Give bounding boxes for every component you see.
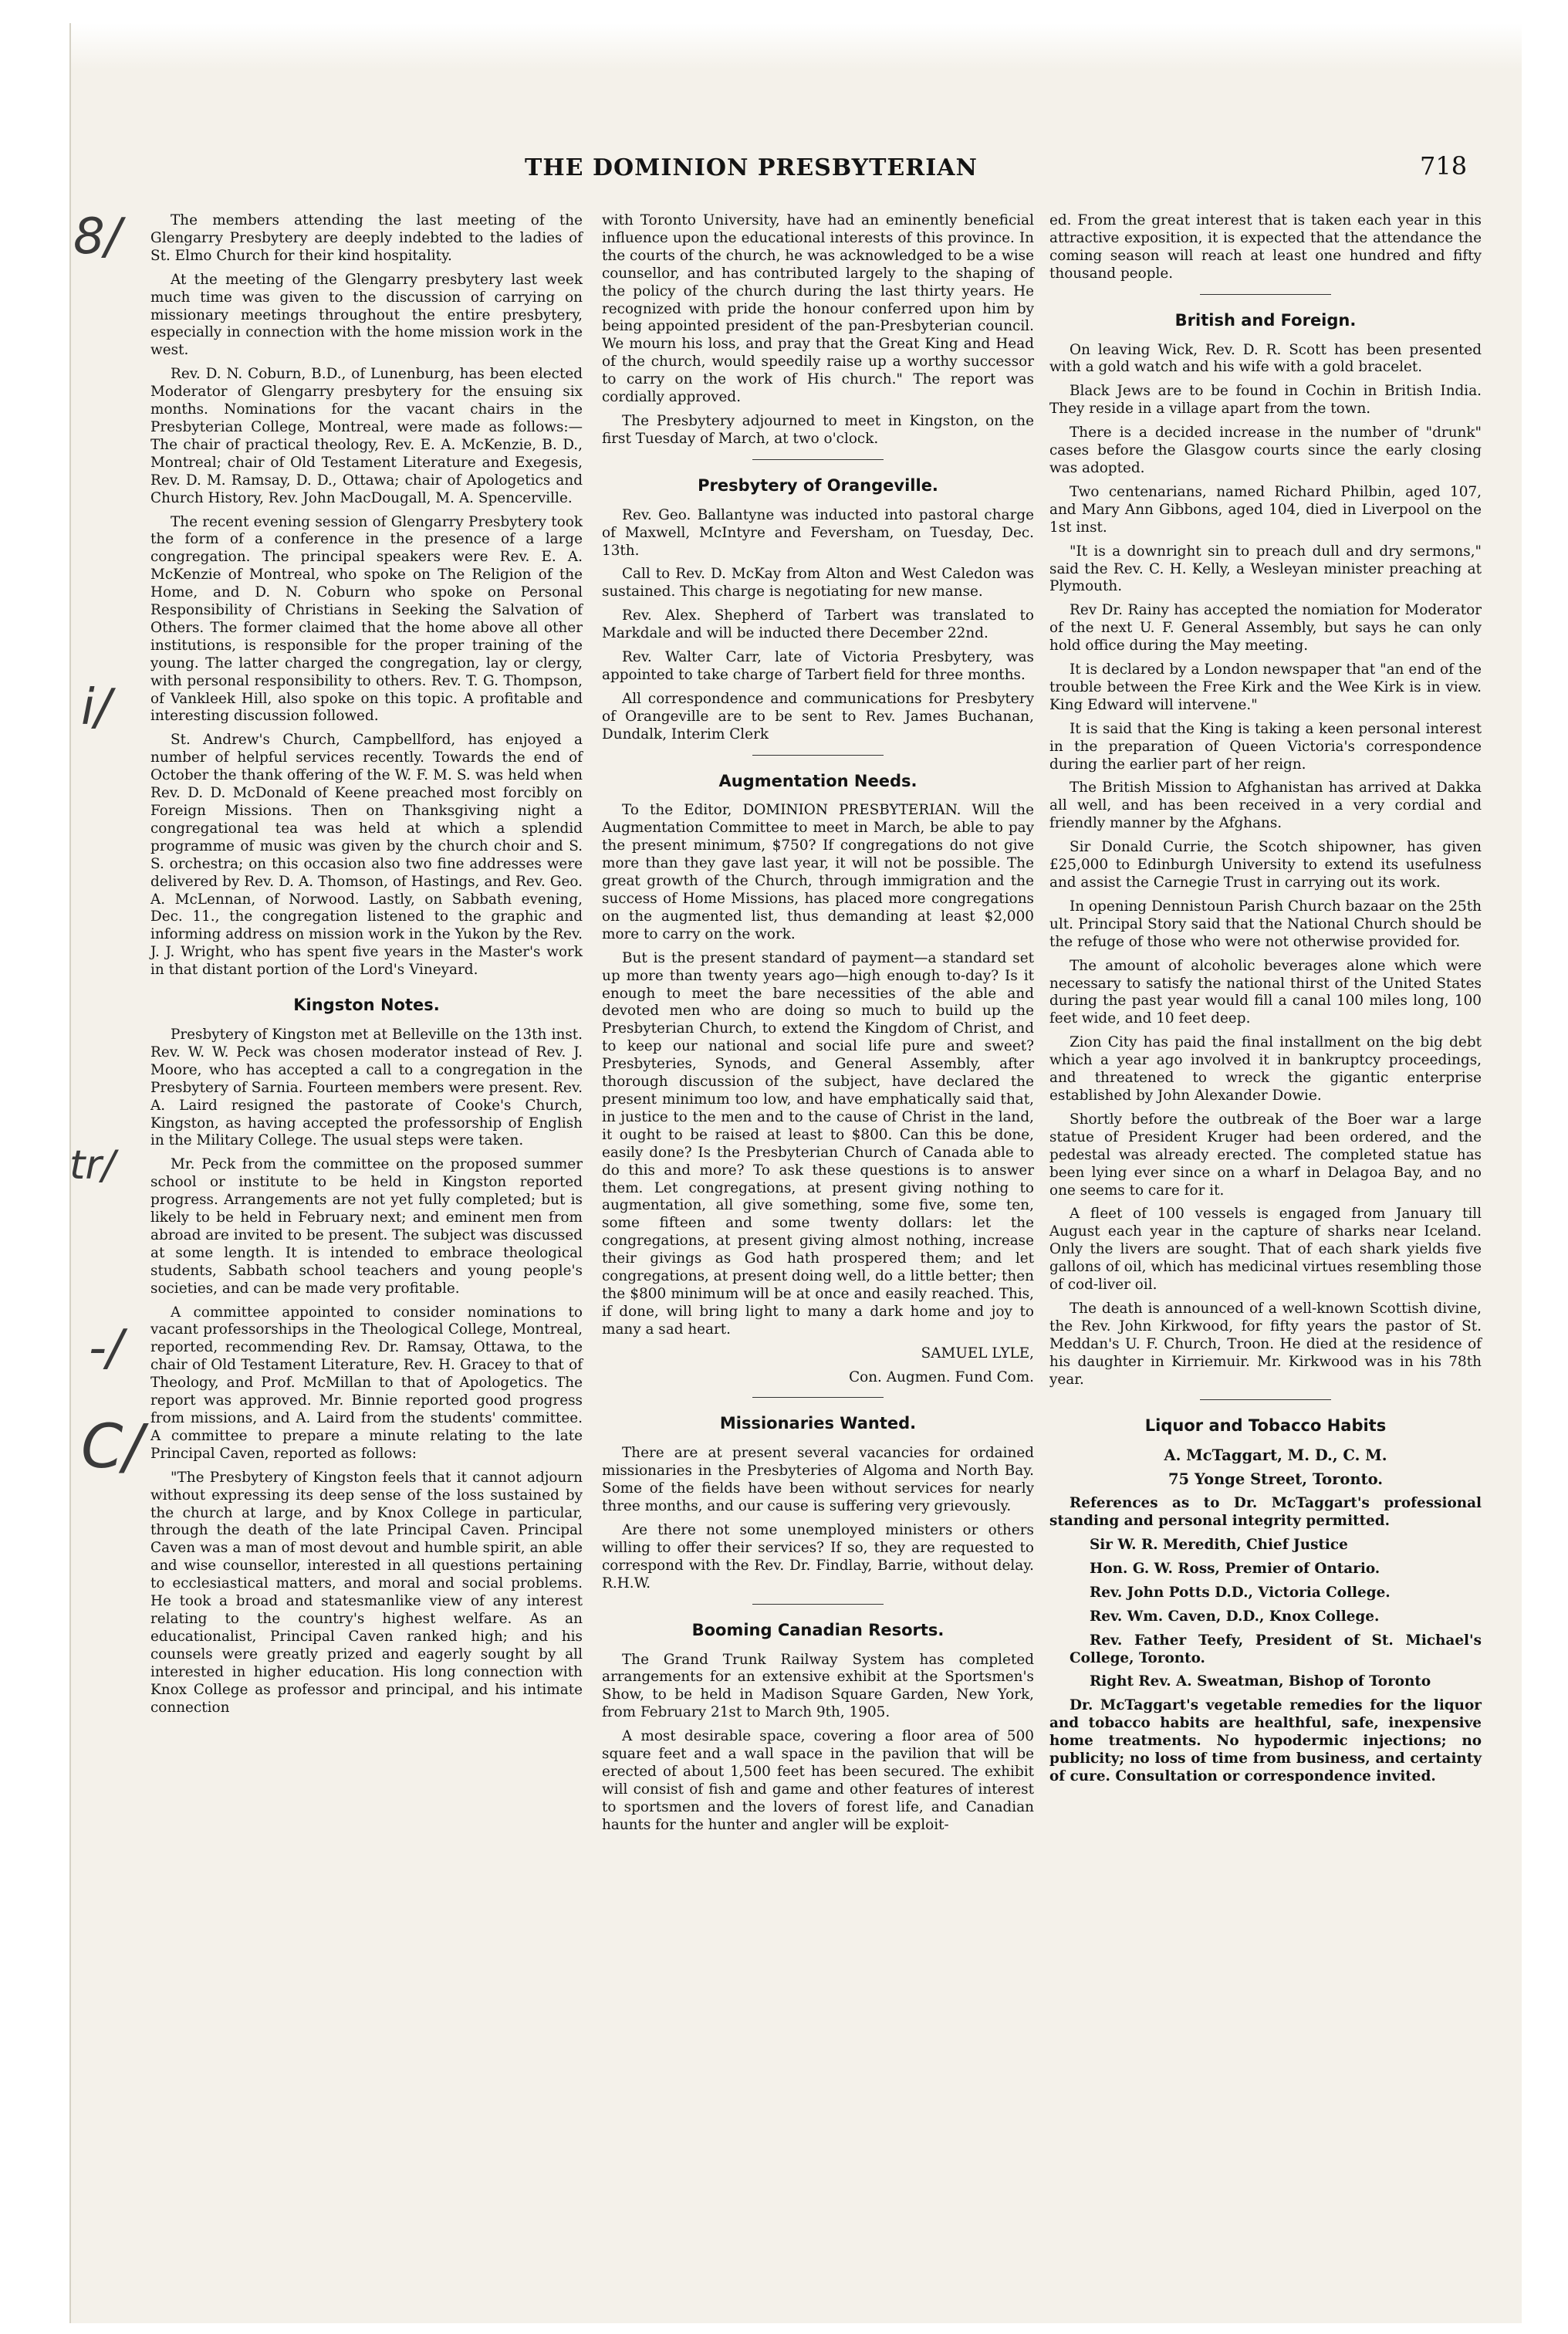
paragraph: "It is a downright sin to preach dull and dry sermons," said the Rev. C. H. Kelly, a Wesleyan minister preaching at Plymouth. <box>1049 543 1482 595</box>
paragraph: There is a decided increase in the number of "drunk" cases before the Glasgow courts since the early closing was adopted. <box>1049 425 1482 476</box>
divider <box>1200 1399 1331 1400</box>
paragraph: "The Presbytery of Kingston feels that it cannot adjourn without expressing its deep sense of the loss sustained by the church at large, and by Knox College in particular, through the death of the late Principal Caven. Principal Caven was a man of most devout and humble spirit, an able and wise counsellor, interested in all questions pertaining to ecclesiastical matters, and moral and social problems. He took a broad and statesmanlike view of any interest relating to the country's highest welfare. As an educationalist, Principal Caven ranked high; and his counsels were greatly prized and eagerly sought by all interested in higher education. His long connection with Knox College as professor and principal, and his intimate connection <box>150 1469 583 1716</box>
column-middle <box>602 212 1034 1841</box>
paragraph: Black Jews are to be found in Cochin in British India. They reside in a village apart from the town. <box>1049 383 1482 418</box>
paragraph: St. Andrew's Church, Campbellford, has enjoyed a number of helpful services recently. Towards the end of October the thank offering of the W. F. M. S. was held when Rev. D. D. McDonald of Keene preached most forcibly on Foreign Missions. Then on Thanksgiving night a congregational tea was held at which a splendid programme of music was given by the church choir and S. S. orchestra; on this occasion also two fine addresses were delivered by Rev. D. A. Thomson, of Hastings, and Rev. Geo. A. McLennan, of Norwood. Lastly, on Sabbath evening, Dec. 11., the congregation listened to the graphic and informing address on mission work in the Yukon by the Rev. J. J. Wright, who has spent five years in the Master's work in that distant portion of the Lord's Vineyard. <box>150 732 583 979</box>
column-right <box>1049 212 1482 1792</box>
paragraph: Shortly before the outbreak of the Boer war a large statue of President Kruger had been ordered, and the pedestal was already erected. The completed statue has been lying ever since on a wharf in Delagoa Bay, and no one seems to care for it. <box>1049 1111 1482 1199</box>
paragraph: To the Editor, DOMINION PRESBYTERIAN. Will the Augmentation Committee to meet in March, be able to pay the present minimum, $750? If congregations do not give more than they gave last year, it will not be possible. The great growth of the Church, through immigration and the success of Home Missions, has placed more congregations on the augmented list, thus demanding at least $2,000 more to carry on the work. <box>602 802 1034 942</box>
margin-mark: -/ <box>89 1320 123 1377</box>
divider <box>752 755 884 756</box>
column-left <box>150 212 583 1723</box>
paragraph: Sir Donald Currie, the Scotch shipowner, has given £25,000 to Edinburgh University to extend its usefulness and assist the Carnegie Trust in carrying out its work. <box>1049 839 1482 891</box>
paragraph: Rev. Alex. Shepherd of Tarbert was translated to Markdale and will be inducted there December 22nd. <box>602 607 1034 642</box>
torn-top-edge <box>71 23 1522 69</box>
paragraph: It is said that the King is taking a keen personal interest in the preparation of Queen Victoria's correspondence during the earlier part of her reign. <box>1049 720 1482 773</box>
paragraph: with Toronto University, have had an eminently beneficial influence upon the educational interests of this province. In the courts of the church, he was acknowledged to be a wise counsellor, and has contributed largely to the shaping of the policy of the church during the last thirty years. He recognized with pride the honour conferred upon him by being appointed president of the pan-Presbyterian council. We mourn his loss, and pray that the Great King and Head of the church, would speedily raise up a worthy successor to carry on the work of His church." The report was cordially approved. <box>602 212 1034 406</box>
paragraph: Two centenarians, named Richard Philbin, aged 107, and Mary Ann Gibbons, aged 104, died in Liverpool on the 1st inst. <box>1049 483 1482 536</box>
margin-mark: 8/ <box>73 208 122 266</box>
divider <box>752 1604 884 1605</box>
paragraph: The British Mission to Afghanistan has arrived at Dakka all well, and has been received in a very cordial and friendly manner by the Afghans. <box>1049 780 1482 832</box>
section-heading-orangeville: Presbytery of Orangeville. <box>698 475 938 495</box>
advertisement-heading: Liquor and Tobacco Habits <box>1144 1416 1387 1436</box>
reference-item: Sir W. R. Meredith, Chief Justice <box>1090 1537 1348 1553</box>
reference-item: Rev. Wm. Caven, D.D., Knox College. <box>1090 1608 1380 1625</box>
paragraph: The recent evening session of Glengarry Presbytery took the form of a conference in the presence of a large congregation. The principal speakers were Rev. E. A. McKenzie of Montreal, who spoke on The Religion of the Home, and D. N. Coburn who spoke on Personal Responsibility of Christians in Seeking the Salvation of Others. The former claimed that the home above all other institutions, is responsible for the proper training of the young. The latter charged the congregation, lay or clergy, with personal responsibility to others. Rev. T. G. Thompson, of Vankleek Hill, also spoke on this topic. A profitable and interesting discussion followed. <box>150 513 583 725</box>
reference-item: Rev. Father Teefy, President of St. Michael's College, Toronto. <box>1070 1632 1482 1666</box>
paragraph: Are there not some unemployed ministers or others willing to offer their services? If so, they are requested to correspond with the Rev. Dr. Findlay, Barrie, without delay. R.H.W. <box>602 1522 1034 1592</box>
paragraph: The Grand Trunk Railway System has completed arrangements for an extensive exhibit at the Sportsmen's Show, to be held in Madison Square Garden, New York, from February 21st to March 9th, 1905. <box>602 1651 1034 1721</box>
paragraph: But is the present standard of payment—a standard set up more than twenty years ago—high enough to-day? Is it enough to meet the bare necessities of the able and devoted men who are doing so much to build up the Presbyterian Church, to extend the Kingdom of Christ, and to keep our national and social life pure and sweet? Presbyteries, Synods, and General Assembly, after thorough discussion of the subject, have declared the present minimum too low, and have emphatically said that, in justice to the men and to the cause of Christ in the land, it ought to be raised at least to $800. Can this be done, easily done? Is the Presbyterian Church of Canada able to do this and more? To ask these questions is to answer them. Let congregations, at present giving nothing to augmentation, all give something, some five, some ten, some fifteen and some twenty dollars: let the congregations, at present giving almost nothing, increase their givings as God hath prospered them; and let congregations, at present doing well, do a little better; then the $800 minimum will be at once and easily reached. This, if done, will bring light to many a dark home and joy to many a sad heart. <box>602 949 1034 1338</box>
section-heading-augmentation: Augmentation Needs. <box>718 771 917 790</box>
paragraph: On leaving Wick, Rev. D. R. Scott has been presented with a gold watch and his wife with a gold bracelet. <box>1049 341 1482 376</box>
reference-item: Hon. G. W. Ross, Premier of Ontario. <box>1090 1560 1380 1577</box>
section-heading-missionaries: Missionaries Wanted. <box>719 1414 917 1433</box>
section-heading-kingston: Kingston Notes. <box>293 996 440 1015</box>
paragraph: A committee appointed to consider nominations to vacant professorships in the Theological College, Montreal, reported, recommending Rev. Dr. Ramsay, Ottawa, to the chair of Old Testament Literature, Rev. H. Gracey to that of Theology, and Prof. McMillan to that of Apologetics. The report was approved. Mr. Binnie reported good progress from missions, and A. Laird from the students' committee. A committee to prepare a minute relating to the late Principal Caven, reported as follows: <box>150 1304 583 1462</box>
section-heading-british: British and Foreign. <box>1174 310 1357 330</box>
paragraph: A most desirable space, covering a floor area of 500 square feet and a wall space in the pavilion that will be erected of about 1,500 feet has been secured. The exhibit will consist of fish and game and other features of interest to sportsmen and the lovers of forest life, and Canadian haunts for the hunter and angler will be exploit- <box>602 1728 1034 1833</box>
advertisement-intro: References as to Dr. McTaggart's professional standing and personal integrity permitted. <box>1049 1495 1482 1530</box>
paragraph: Mr. Peck from the committee on the proposed summer school or institute to be held in Kingston reported progress. Arrangements are not yet fully completed; but is likely to be held in February next; and eminent men from abroad are invited to be present. The subject was discussed at some length. It is intended to embrace theological students, Sabbath school teachers and young people's societies, and can be made very profitable. <box>150 1156 583 1297</box>
divider <box>752 459 884 460</box>
advertisement-name: A. McTaggart, M. D., C. M. <box>1164 1446 1387 1465</box>
paragraph: There are at present several vacancies for ordained missionaries in the Presbyteries of Algoma and North Bay. Some of the fields have been without services for nearly three months, and our cause is suffering very grievously. <box>602 1445 1034 1515</box>
advertisement-body: Dr. McTaggart's vegetable remedies for the liquor and tobacco habits are healthful, safe, inexpensive home treatments. No hypodermic injections; no publicity; no loss of time from business, and certainty of cure. Consultation or correspondence invited. <box>1049 1697 1482 1784</box>
paragraph: In opening Dennistoun Parish Church bazaar on the 25th ult. Principal Story said that the National Church should be the refuge of those who were not otherwise provided for. <box>1049 898 1482 950</box>
paragraph: The members attending the last meeting of the Glengarry Presbytery are deeply indebted to the ladies of St. Elmo Church for their kind hospitality. <box>150 212 583 264</box>
paragraph: The Presbytery adjourned to meet in Kingston, on the first Tuesday of March, at two o'clock. <box>602 412 1034 447</box>
advertisement-address: 75 Yonge Street, Toronto. <box>1168 1470 1384 1489</box>
margin-mark: C/ <box>81 1412 144 1482</box>
paragraph: Rev. D. N. Coburn, B.D., of Lunenburg, has been elected Moderator of Glengarry presbytery for the ensuing six months. Nominations for the vacant chairs in the Presbyterian College, Montreal, were made as follows:—The chair of practical theology, Rev. E. A. McKenzie, B. D., Montreal; chair of Old Testament Literature and Exegesis, Rev. D. M. Ramsay, D. D., Ottawa; chair of Apologetics and Church History, Rev. John MacDougall, M. A. Spencerville. <box>150 366 583 506</box>
masthead: THE DOMINION PRESBYTERIAN <box>525 154 978 181</box>
signature-title: Con. Augmen. Fund Com. <box>849 1368 1034 1385</box>
signature-name: SAMUEL LYLE, <box>921 1345 1034 1362</box>
divider <box>1200 294 1331 295</box>
paragraph: Rev Dr. Rainy has accepted the nomiation for Moderator of the next U. F. General Assembly, but says he can only hold office during the May meeting. <box>1049 602 1482 655</box>
paragraph: The death is announced of a well-known Scottish divine, the Rev. John Kirkwood, for fifty years the pastor of St. Meddan's U. F. Church, Troon. He died at the residence of his daughter in Kirriemuir. Mr. Kirkwood was in his 78th year. <box>1049 1300 1482 1388</box>
reference-item: Right Rev. A. Sweatman, Bishop of Toronto <box>1090 1673 1431 1690</box>
paragraph: The amount of alcoholic beverages alone which were necessary to satisfy the national thirst of the United States during the past year would fill a canal 100 miles long, 100 feet wide, and 10 feet deep. <box>1049 957 1482 1027</box>
paragraph: At the meeting of the Glengarry presbytery last week much time was given to the discussion of carrying on missionary meetings throughout the entire presbytery, especially in connection with the home mission work in the west. <box>150 271 583 359</box>
paragraph: All correspondence and communications for Presbytery of Orangeville are to be sent to Rev. James Buchanan, Dundalk, Interim Clerk <box>602 690 1034 742</box>
section-heading-resorts: Booming Canadian Resorts. <box>691 1620 945 1639</box>
paragraph: It is declared by a London newspaper that "an end of the trouble between the Free Kirk and the Wee Kirk is in view. King Edward will intervene." <box>1049 661 1482 713</box>
paragraph: Call to Rev. D. McKay from Alton and West Caledon was sustained. This charge is negotiating for new manse. <box>602 566 1034 600</box>
page-number: 718 <box>1420 151 1468 181</box>
paragraph: Zion City has paid the final installment on the big debt which a year ago involved it in bankruptcy proceedings, and threatened to wreck the gigantic enterprise established by John Alexander Dowie. <box>1049 1034 1482 1104</box>
paragraph: A fleet of 100 vessels is engaged from January till August each year in the capture of sharks near Iceland. Only the livers are sought. That of each shark yields five gallons of oil, which has medicinal virtues resembling those of cod-liver oil. <box>1049 1206 1482 1294</box>
divider <box>752 1397 884 1398</box>
margin-mark: i/ <box>81 679 112 736</box>
paragraph: ed. From the great interest that is taken each year in this attractive exposition, it is expected that the attendance the coming season will reach at least one hundred and fifty thousand people. <box>1049 212 1482 282</box>
reference-item: Rev. John Potts D.D., Victoria College. <box>1090 1584 1391 1601</box>
margin-mark: tr/ <box>69 1142 116 1189</box>
paragraph: Presbytery of Kingston met at Belleville on the 13th inst. Rev. W. W. Peck was chosen moderator instead of Rev. J. Moore, who has accepted a call to a congregation in the Presbytery of Sarnia. Fourteen members were present. Rev. A. Laird resigned the pastorate of Cooke's Church, Kingston, as having accepted the professorship of English in the Military College. The usual steps were taken. <box>150 1026 583 1149</box>
paragraph: Rev. Walter Carr, late of Victoria Presbytery, was appointed to take charge of Tarbert field for three months. <box>602 649 1034 683</box>
paragraph: Rev. Geo. Ballantyne was inducted into pastoral charge of Maxwell, McIntyre and Feversham, on Tuesday, Dec. 13th. <box>602 506 1034 559</box>
